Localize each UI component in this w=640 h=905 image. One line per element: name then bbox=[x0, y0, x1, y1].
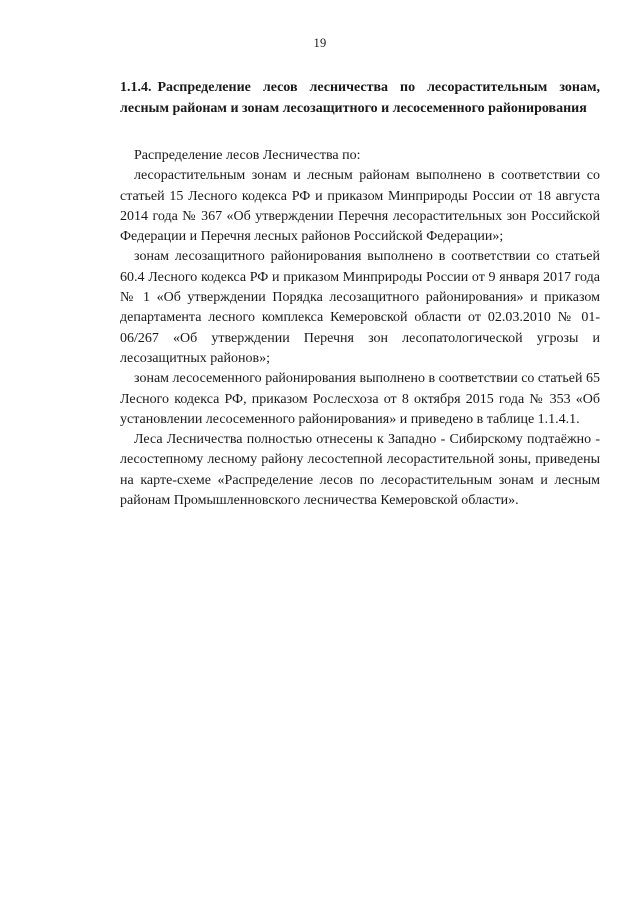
body-text bbox=[120, 146, 600, 511]
section-heading bbox=[120, 78, 600, 119]
paragraph-forest-region-summary: Леса Лесничества полностью отнесены к Западно - Сибирскому подтаёжно - лесостепному лесному району лесостепной лесорастительной зоны, приведены на карте-схеме «Распределение лесов по лесорастительным зонам и лесным районам Промышленновского лесничества Кемеровской области». bbox=[120, 432, 600, 509]
page-number: 19 bbox=[313, 36, 327, 50]
paragraph-forest-seed-zones: зонам лесосеменного районирования выполнено в соответствии со статьей 65 Лесного кодекса РФ, приказом Рослесхоза от 8 октября 2015 года № 353 «Об установлении лесосеменного районирования» и приведено в таблице 1.1.4.1. bbox=[120, 371, 600, 427]
paragraph-intro: Распределение лесов Лесничества по: bbox=[134, 148, 361, 163]
paragraph-forest-zones: лесорастительным зонам и лесным районам выполнено в соответствии со статьей 15 Лесного кодекса РФ и приказом Минприроды России от 18 августа 2014 года № 367 «Об утверждении Перечня лесорастительных зон Российской Федерации и Перечня лесных районов Российской Федерации»; bbox=[120, 168, 600, 245]
section-title: Распределение лесов лесничества по лесорастительным зонам, лесным районам и зонам лесозащитного и лесосеменного районирования bbox=[120, 80, 600, 116]
paragraph-forest-protection-zones: зонам лесозащитного районирования выполнено в соответствии со статьей 60.4 Лесного кодекса РФ и приказом Минприроды России от 9 января 2017 года № 1 «Об утверждении Порядка лесозащитного районирования» и приказом департамента лесного комплекса Кемеровской области от 02.03.2010 № 01-06/267 «Об утверждении Перечня зон лесопатологической угрозы и лесозащитных районов»; bbox=[120, 249, 600, 366]
section-number: 1.1.4. bbox=[120, 80, 152, 95]
